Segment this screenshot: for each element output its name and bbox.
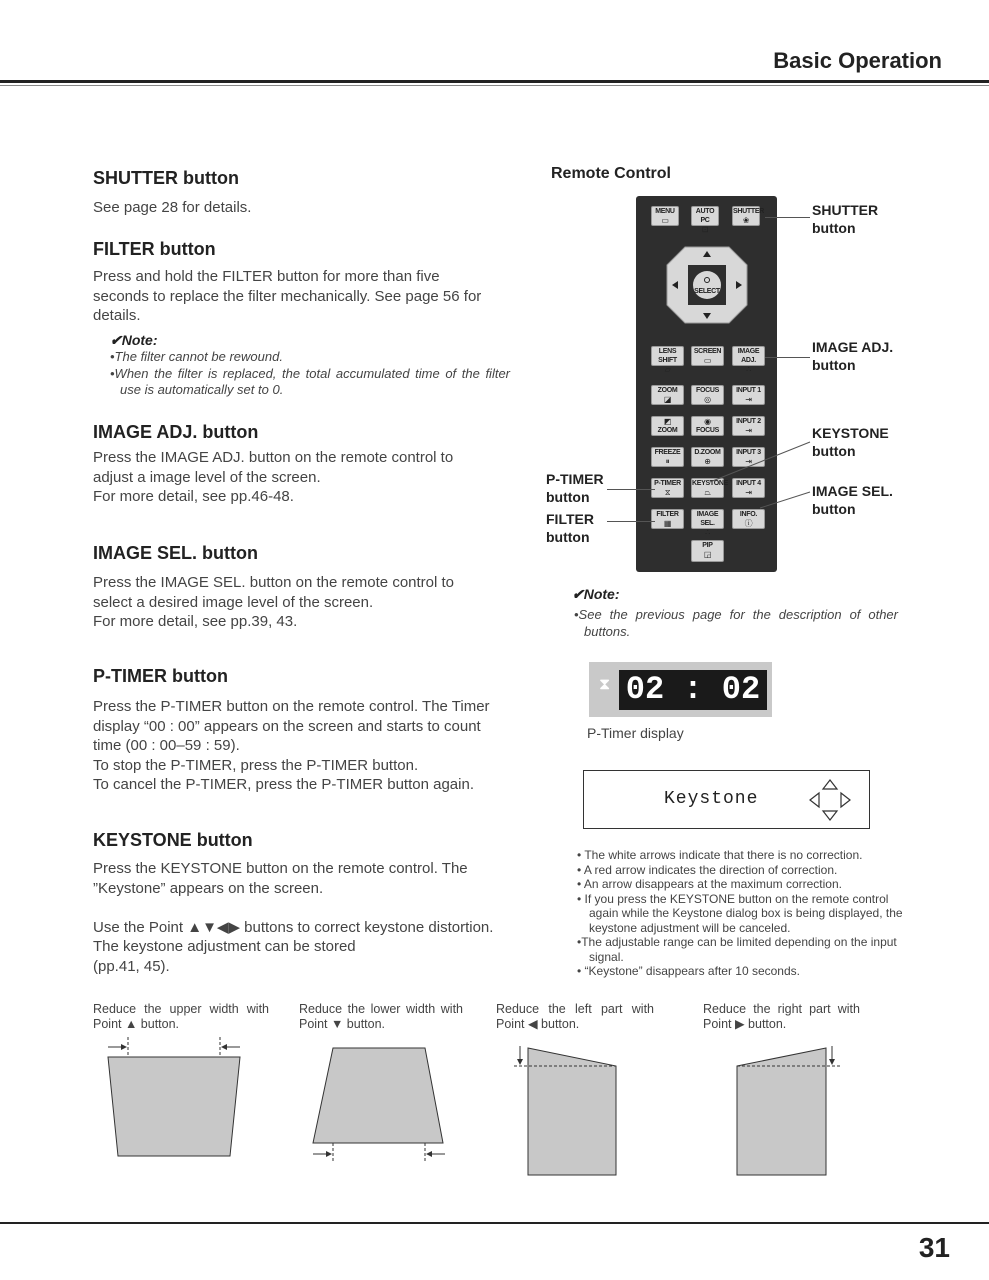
callout-shutter-l2: button	[812, 220, 856, 236]
remote-note-heading	[572, 586, 620, 603]
remote-pip-label: PIP	[702, 542, 713, 549]
keystone-note-item: • The white arrows indicate that there is no correction.	[577, 848, 863, 862]
diagram-caption-upper: Reduce the upper width with Point ▲ button.	[93, 1002, 269, 1031]
filter-note-heading	[110, 332, 158, 349]
keystone-body	[93, 859, 495, 976]
input-icon: ⇥	[745, 395, 752, 404]
ptimer-caption: P-Timer display	[587, 725, 684, 741]
remote-input1-label: INPUT 1	[736, 387, 761, 394]
diagram-upper-width	[100, 1035, 250, 1160]
keystone-dialog	[583, 770, 870, 829]
shutter-leader-line	[765, 217, 810, 218]
keystone-notes	[577, 848, 907, 979]
remote-focus2-button	[691, 416, 724, 436]
keystone-dialog-label: Keystone	[664, 789, 759, 809]
callout-keystone	[812, 424, 889, 460]
image-adj-icon: ∴	[746, 365, 751, 374]
keystone-note-item: •The adjustable range can be limited depending on the input signal.	[577, 935, 897, 964]
check-icon: ✔	[572, 586, 584, 602]
remote-input2-button	[732, 416, 765, 436]
keystone-line	[93, 898, 495, 918]
image-sel-heading: IMAGE SEL. button	[93, 543, 258, 563]
remote-input4-label: INPUT 4	[736, 480, 761, 487]
right-leader-lines	[700, 440, 812, 510]
remote-filter-label: FILTER	[656, 511, 679, 518]
hourglass-icon: ⧗	[599, 676, 611, 693]
callout-ptimer	[546, 470, 604, 506]
remote-shutter-label: SHUTTER	[733, 208, 764, 215]
remote-note-text: •See the previous page for the description of other buttons.	[574, 607, 898, 639]
ptimer-heading: P-TIMER button	[93, 666, 228, 686]
remote-zoom2-button	[651, 416, 684, 436]
footer-rule	[0, 1222, 989, 1224]
filter-body	[93, 267, 493, 326]
callout-imageadj	[812, 338, 893, 374]
freeze-icon: ⏸	[665, 457, 670, 466]
screen-icon: ▭	[703, 356, 712, 365]
remote-focus2-label: FOCUS	[695, 427, 719, 434]
remote-keystone-label: KEYSTONE	[692, 480, 728, 487]
diagram-caption-lower: Reduce the lower width with Point ▼ button.	[299, 1002, 463, 1031]
remote-lensshift-label: LENS SHIFT	[658, 348, 677, 364]
callout-imagesel	[812, 482, 893, 518]
remote-menu-label: MENU	[655, 208, 675, 215]
callout-keystone-l2: button	[812, 443, 856, 459]
keystone-note-item: • “Keystone” disappears after 10 seconds.	[577, 964, 800, 978]
callout-imagesel-l1: IMAGE SEL.	[812, 483, 893, 499]
keystone-note-item: • If you press the KEYSTONE button on the remote control again while the Keystone dialog box is being displayed, the keystone adjustment will be canceled.	[577, 891, 903, 935]
remote-filter-button	[651, 509, 684, 529]
remote-screen-button	[691, 346, 724, 366]
keystone-heading: KEYSTONE button	[93, 830, 253, 850]
remote-info-button	[732, 509, 765, 529]
callout-filter	[546, 510, 594, 546]
hourglass-icon: ⧖	[664, 488, 671, 497]
remote-lensshift-button	[651, 346, 684, 374]
remote-imagesel-button	[691, 509, 724, 537]
info-icon: ⓘ	[744, 519, 753, 528]
page-header-title: Basic Operation	[773, 48, 942, 73]
remote-control-title: Remote Control	[551, 165, 671, 182]
ptimer-body	[93, 697, 505, 795]
ptimer-line: To cancel the P-TIMER, press the P-TIMER button again.	[93, 776, 474, 793]
shutter-heading: SHUTTER button	[93, 168, 239, 188]
autopc-icon: ⊡	[701, 225, 709, 234]
remote-input1-button	[732, 385, 765, 405]
ptimer-time: 02 : 02	[619, 670, 767, 710]
focus-icon: ◉	[704, 417, 711, 426]
input-icon: ⇥	[745, 488, 752, 497]
image-sel-line: For more detail, see pp.39, 43.	[93, 613, 298, 630]
remote-focus-button	[691, 385, 724, 405]
ptimer-leader-line	[607, 489, 655, 490]
remote-imageadj-label: IMAGE ADJ.	[737, 348, 760, 364]
diagram-caption-left: Reduce the left part with Point ◀ button.	[496, 1002, 654, 1031]
ptimer-display	[589, 662, 772, 717]
keystone-note-item: • A red arrow indicates the direction of correction.	[577, 862, 838, 877]
zoom-icon: ◪	[663, 395, 672, 404]
image-sel-line: Press the IMAGE SEL. button on the remote control to select a desired image level of the screen.	[93, 574, 455, 611]
remote-zoom-button	[651, 385, 684, 405]
remote-info-label: INFO.	[739, 511, 758, 518]
shutter-icon: ❀	[742, 216, 750, 225]
remote-freeze-label: FREEZE	[654, 449, 681, 456]
remote-pip-button	[691, 540, 724, 562]
ptimer-line: Press the P-TIMER button on the remote control. The Timer display “00 : 00” appears on the screen and starts to count time (00 : 00–59 : 59).	[93, 698, 490, 754]
remote-input2-label: INPUT 2	[736, 418, 761, 425]
remote-menu-button	[651, 206, 679, 226]
filter-note-line-2: •When the filter is replaced, the total accumulated time of the filter use is automatically set to 0.	[110, 366, 510, 397]
callout-imagesel-l2: button	[812, 501, 856, 517]
shutter-body	[93, 198, 505, 218]
header-rule	[0, 80, 989, 83]
filter-leader-line	[607, 521, 655, 522]
remote-zoom-label: ZOOM	[657, 387, 678, 394]
ptimer-line: To stop the P-TIMER, press the P-TIMER button.	[93, 756, 419, 774]
remote-imageadj-button	[732, 346, 765, 374]
callout-shutter-l1: SHUTTER	[812, 202, 879, 218]
keystone-icon: ⏢	[704, 488, 711, 497]
filter-note-title: Note:	[121, 332, 158, 348]
image-sel-body	[93, 573, 491, 632]
keystone-line: (pp.41, 45).	[93, 957, 170, 975]
image-adj-heading: IMAGE ADJ. button	[93, 422, 259, 442]
remote-autopc-label: AUTO PC	[695, 208, 715, 224]
lens-icon: ▱	[664, 365, 671, 374]
callout-ptimer-l2: button	[546, 489, 590, 505]
image-adj-line: For more detail, see pp.46-48.	[93, 488, 294, 505]
remote-dzoom-label: D.ZOOM	[694, 449, 721, 456]
menu-icon: ▭	[661, 216, 669, 225]
header-rule-thin	[0, 85, 989, 86]
remote-freeze-button	[651, 447, 684, 467]
magnifier-icon: ⊕	[704, 457, 711, 466]
diagram-left-part	[510, 1042, 635, 1177]
callout-imageadj-l2: button	[812, 357, 856, 373]
callout-ptimer-l1: P-TIMER	[546, 471, 604, 487]
callout-imageadj-l1: IMAGE ADJ.	[812, 339, 894, 355]
filter-icon: ▦	[663, 519, 672, 528]
callout-shutter	[812, 201, 878, 237]
remote-note-title: Note:	[583, 586, 620, 602]
callout-filter-l1: FILTER	[546, 511, 594, 527]
remote-dpad	[663, 243, 751, 327]
image-adj-line: Press the IMAGE ADJ. button on the remote control to adjust a image level of the screen.	[93, 449, 454, 486]
filter-heading: FILTER button	[93, 239, 216, 259]
filter-text: Press and hold the FILTER button for more than five seconds to replace the filter mechanically. See page 56 for details.	[93, 268, 482, 324]
shutter-text: See page 28 for details.	[93, 199, 252, 216]
diagram-caption-right: Reduce the right part with Point ▶ button.	[703, 1002, 860, 1031]
image-sel-icon: ∴	[705, 528, 710, 537]
pip-icon: ◲	[703, 550, 712, 559]
remote-ptimer-button	[651, 478, 684, 498]
zoom-icon: ◩	[663, 417, 672, 426]
diagram-lower-width	[305, 1040, 455, 1165]
diagram-right-part	[730, 1042, 845, 1177]
check-icon: ✔	[110, 332, 122, 348]
keystone-note-item: • An arrow disappears at the maximum correction.	[577, 877, 842, 891]
remote-autopc-button	[691, 206, 719, 234]
remote-focus-label: FOCUS	[695, 387, 719, 394]
remote-input3-label: INPUT 3	[736, 449, 761, 456]
remote-zoom2-label: ZOOM	[657, 427, 678, 434]
remote-control-illustration	[636, 196, 777, 572]
keystone-arrows-icon	[806, 777, 854, 823]
remote-screen-label: SCREEN	[693, 348, 722, 355]
keystone-line: Use the Point ▲▼◀▶ buttons to correct keystone distortion. The keystone adjustment can be stored	[93, 918, 494, 955]
filter-note-line-1: •The filter cannot be rewound.	[110, 349, 283, 364]
focus-icon: ◎	[704, 395, 711, 404]
input-icon: ⇥	[745, 457, 752, 466]
remote-ptimer-label: P-TIMER	[654, 480, 681, 487]
keystone-line: Press the KEYSTONE button on the remote control. The ”Keystone” appears on the screen.	[93, 860, 468, 897]
remote-select-button: SELECT	[694, 288, 720, 295]
input-icon: ⇥	[745, 426, 752, 435]
callout-filter-l2: button	[546, 529, 590, 545]
imageadj-leader-line	[765, 357, 810, 358]
page-number: 31	[918, 1232, 950, 1263]
callout-keystone-l1: KEYSTONE	[812, 425, 889, 441]
remote-imagesel-label: IMAGE SEL.	[696, 511, 719, 527]
image-adj-body	[93, 448, 491, 507]
remote-shutter-button	[732, 206, 764, 226]
